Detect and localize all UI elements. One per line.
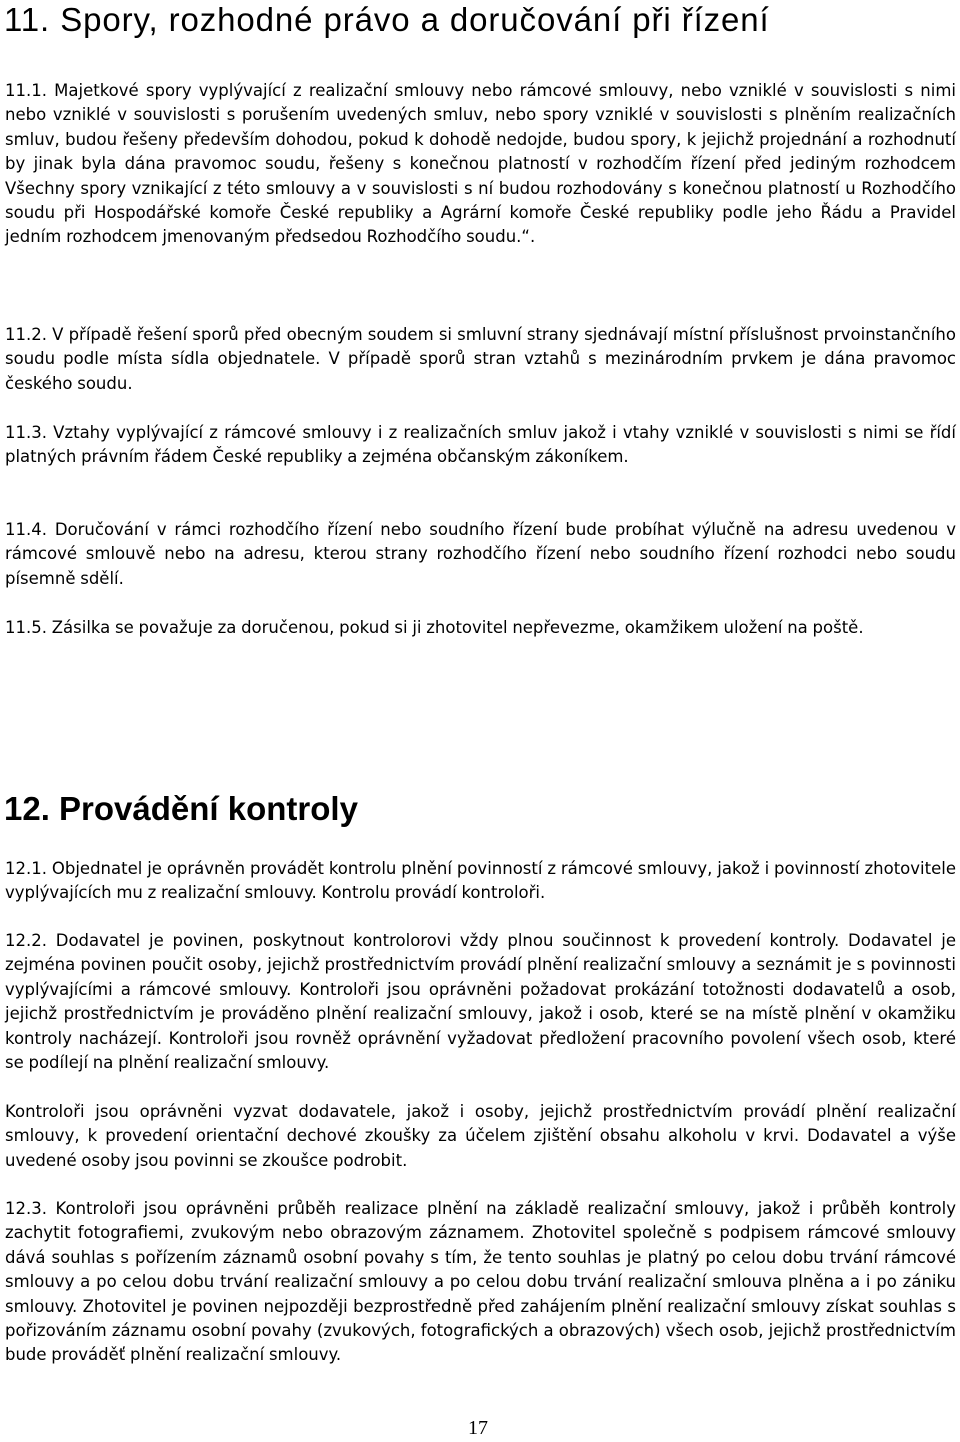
paragraph-12-3: 12.3. Kontroloři jsou oprávněni průběh realizace plnění na základě realizační smlouvy, jakož i průběh kontroly zachytit fotografiemi, zvukovým nebo obrazovým záznamem. Zhotovitel společně s podpisem rámcové smlouvy dává souhlas s pořízením záznamů osobní povahy s tím, že tento souhlas je platný po celou dobu trvání rámcové smlouvy a po celou dobu trvání realizační smlouvy a po celou dobu trvání realizační smlouva plněna a i po zániku smlouvy. Zhotovitel je povinen nejpozději bezprostředně před zahájením plnění realizační smlouvy získat souhlas s pořizováním záznamu osobní povahy (zvukových, fotografických a obrazových) všech osob, jejichž prostřednictvím bude prováděť plnění realizační smlouvy. [5, 1199, 956, 1365]
paragraph-11-5: 11.5. Zásilka se považuje za doručenou, pokud si ji zhotovitel nepřevezme, okamžikem uložení na poště. [5, 618, 864, 637]
paragraph-11-2: 11.2. V případě řešení sporů před obecným soudem si smluvní strany sjednávají místní příslušnost prvoinstančního soudu podle místa sídla objednatele. V případě sporů stran vztahů s mezinárodním prvkem je dána pravomoc českého soudu. [5, 325, 956, 393]
paragraph-12-1: 12.1. Objednatel je oprávněn provádět kontrolu plnění povinností z rámcové smlouvy, jakož i povinností zhotovitele vyplývajících mu z realizační smlouvy. Kontrolu provádí kontroloři. [5, 859, 956, 903]
paragraph-12-2-continued: Kontroloři jsou oprávněni vyzvat dodavatele, jakož i osoby, jejichž prostřednictvím provádí plnění realizační smlouvy, k provedení orientační dechové zkoušky za účelem zjištění obsahu alkoholu v krvi. Dodavatel a výše uvedené osoby jsou povinni se zkoušce podrobit. [5, 1102, 956, 1170]
section-12-heading: 12. Provádění kontroly [4, 790, 358, 827]
paragraph-11-1: 11.1. Majetkové spory vyplývající z realizační smlouvy nebo rámcové smlouvy, nebo vzniklé v souvislosti s nimi nebo vzniklé v souvislosti s porušením uvedených smluv, nebo spory vzniklé v souvislosti s plněním realizačních smluv, budou řešeny především dohodou, pokud k dohodě nedojde, budou spory, k jejichž projednání a rozhodnutí by jinak byla dána pravomoc soudu, řešeny s konečnou platností v rozhodčím řízení před jediným rozhodcem Všechny spory vznikající z této smlouvy a v souvislosti s ní budou rozhodovány s konečnou platností u Rozhodčího soudu při Hospodářské komoře České republiky a Agrární komoře České republiky podle jeho Řádu a Pravidel jedním rozhodcem jmenovaným předsedou Rozhodčího soudu.“. [5, 81, 956, 247]
section-11-heading: 11. Spory, rozhodné právo a doručování při řízení [4, 1, 770, 38]
paragraph-11-4: 11.4. Doručování v rámci rozhodčího řízení nebo soudního řízení bude probíhat výlučně na adresu uvedenou v rámcové smlouvě nebo na adresu, kterou strany rozhodčího řízení nebo soudního řízení rozhodci nebo soudu písemně sdělí. [5, 520, 956, 588]
page-number: 17 [468, 1417, 488, 1439]
paragraph-11-3: 11.3. Vztahy vyplývající z rámcové smlouvy i z realizačních smluv jakož i vtahy vzniklé v souvislosti s nimi se řídí platných právním řádem České republiky a zejména občanským zákoníkem. [5, 423, 956, 467]
paragraph-12-2: 12.2. Dodavatel je povinen, poskytnout kontrolorovi vždy plnou součinnost k provedení kontroly. Dodavatel je zejména povinen poučit osoby, jejichž prostřednictvím provádí plnění realizační smlouvy a seznámit je s povinnosti vyplývajícími a rámcové smlouvy. Kontroloři jsou oprávněni požadovat prokázání totožnosti dodavatelů a osob, jejichž prostřednictvím je prováděno plnění realizační smlouvy, jakož i osob, které se na místě plnění v okamžiku kontroly nacházejí. Kontroloři jsou rovněž oprávnění vyžadovat předložení pracovního povolení všech osob, které se podílejí na plnění realizační smlouvy. [5, 931, 956, 1073]
